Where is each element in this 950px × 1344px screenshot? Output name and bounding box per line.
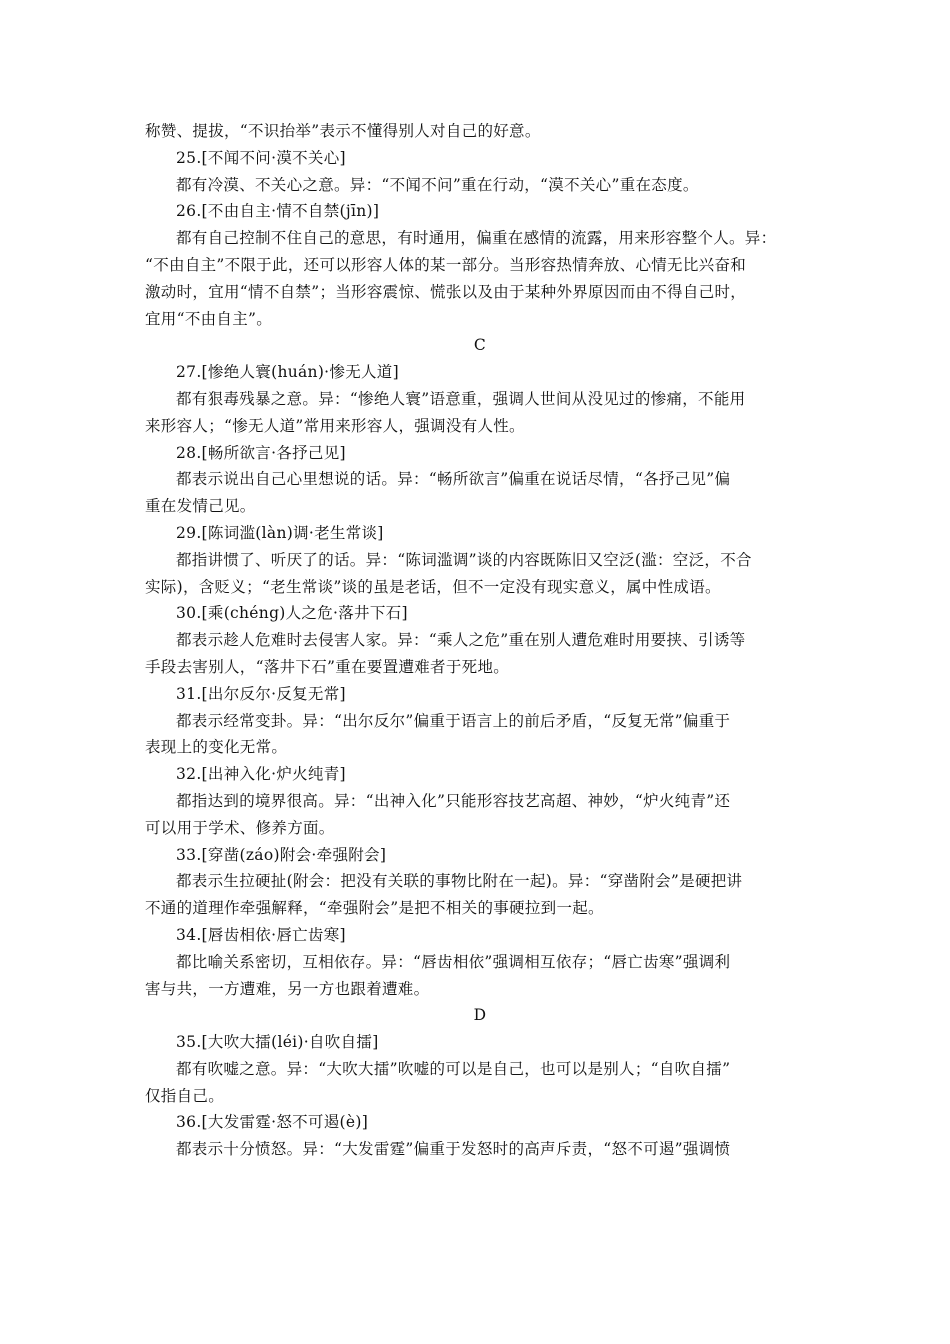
document-page [145, 118, 815, 1163]
text-line: 都有狠毒残暴之意。异：“惨绝人寰”语意重，强调人世间从没见过的惨痛，不能用 [176, 389, 746, 408]
text-line: 30.[乘(chéng)人之危·落井下石] [176, 604, 408, 623]
text-line: 来形容人；“惨无人道”常用来形容人，强调没有人性。 [145, 416, 525, 435]
text-line: 25.[不闻不问·漠不关心] [176, 148, 346, 167]
text-line: 表现上的变化无常。 [145, 738, 288, 757]
text-line: 都表示生拉硬扯(附会：把没有关联的事物比附在一起)。异：“穿凿附会”是硬把讲 [176, 872, 743, 891]
text-line: 29.[陈词滥(làn)调·老生常谈] [176, 523, 384, 542]
text-line: 害与共，一方遭难，另一方也跟着遭难。 [145, 979, 430, 998]
text-line: 实际)，含贬义；“老生常谈”谈的虽是老话，但不一定没有现实意义，属中性成语。 [145, 577, 721, 596]
text-line: 可以用于学术、修养方面。 [145, 818, 335, 837]
text-line: 34.[唇齿相依·唇亡齿寒] [176, 925, 346, 944]
text-line: 手段去害别人，“落井下石”重在要置遭难者于死地。 [145, 657, 510, 676]
text-line: 26.[不由自主·情不自禁(jīn)] [176, 202, 380, 221]
text-line: 31.[出尔反尔·反复无常] [176, 684, 346, 703]
text-line: 都有冷漠、不关心之意。异：“不闻不问”重在行动，“漠不关心”重在态度。 [176, 175, 699, 194]
section-heading: D [473, 1006, 487, 1025]
text-line: 36.[大发雷霆·怒不可遏(è)] [176, 1113, 369, 1132]
text-line: 都表示说出自己心里想说的话。异：“畅所欲言”偏重在说话尽情，“各抒己见”偏 [176, 470, 731, 489]
text-line: 不通的道理作牵强解释，“牵强附会”是把不相关的事硬拉到一起。 [145, 899, 604, 918]
text-line: 宜用“不由自主”。 [145, 309, 273, 328]
text-line: 33.[穿凿(záo)附会·牵强附会] [176, 845, 387, 864]
text-line: 35.[大吹大擂(léi)·自吹自擂] [176, 1033, 379, 1052]
section-heading: C [473, 336, 487, 355]
text-line: 都比喻关系密切，互相依存。异：“唇齿相依”强调相互依存；“唇亡齿寒”强调利 [176, 952, 731, 971]
text-line: 仅指自己。 [145, 1086, 225, 1105]
text-line: 都表示趁人危难时去侵害人家。异：“乘人之危”重在别人遭危难时用要挟、引诱等 [176, 631, 746, 650]
text-line: 都指达到的境界很高。异：“出神入化”只能形容技艺高超、神妙，“炉火纯青”还 [176, 791, 731, 810]
text-line: 27.[惨绝人寰(huán)·惨无人道] [176, 363, 399, 382]
text-line: 称赞、提拔，“不识抬举”表示不懂得别人对自己的好意。 [145, 122, 541, 140]
text-line: 32.[出神入化·炉火纯青] [176, 765, 346, 784]
text-line: 激动时，宜用“情不自禁”；当形容震惊、慌张以及由于某种外界原因而由不得自己时， [145, 282, 747, 301]
text-line: 28.[畅所欲言·各抒己见] [176, 443, 346, 462]
text-line: “不由自主”不限于此，还可以形容人体的某一部分。当形容热情奔放、心情无比兴奋和 [145, 255, 747, 274]
text-line: 都有自己控制不住自己的意思，有时通用，偏重在感情的流露，用来形容整个人。异： [176, 229, 777, 248]
text-line: 都有吹嘘之意。异：“大吹大擂”吹嘘的可以是自己，也可以是别人；“自吹自擂” [176, 1059, 731, 1078]
text-line: 都表示经常变卦。异：“出尔反尔”偏重于语言上的前后矛盾，“反复无常”偏重于 [176, 711, 731, 730]
text-line: 重在发情己见。 [145, 497, 256, 516]
text-line: 都表示十分愤怒。异：“大发雷霆”偏重于发怒时的高声斥责，“怒不可遏”强调愤 [176, 1140, 731, 1159]
text-line: 都指讲惯了、听厌了的话。异：“陈词滥调”谈的内容既陈旧又空泛(滥：空泛，不合 [176, 550, 752, 569]
